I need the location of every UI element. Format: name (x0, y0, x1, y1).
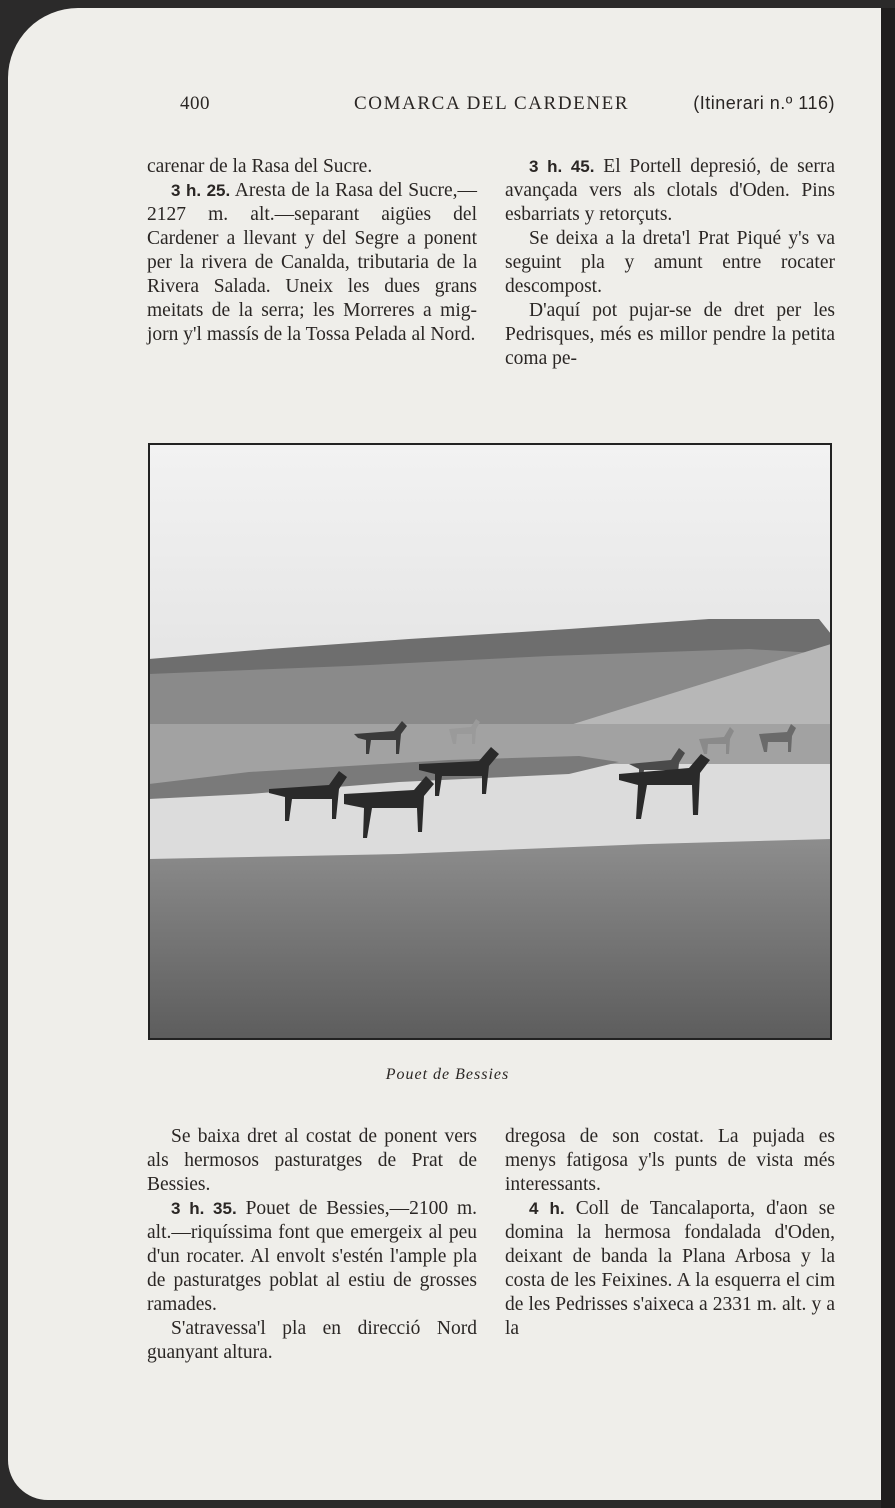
paragraph-text: Pouet de Bessies,—2100 m. alt.—riquíssima font que emergeix al peu d'un rocater. Al envolt s'estén l'ample pla de pasturatges poblat al estiu de grosses ramades. (147, 1198, 478, 1315)
time-marker: 3 h. 45. (529, 157, 595, 176)
page-edge (881, 8, 895, 1508)
running-header (180, 93, 835, 123)
paragraph (505, 155, 835, 227)
column-bottom-right (505, 1125, 835, 1341)
figure-caption: Pouet de Bessies (385, 1066, 510, 1083)
paragraph: dregosa de son costat. La pujada es menys fatigosa y'ls punts de vista més interessants. (505, 1126, 835, 1195)
chapter-title: COMARCA DEL CARDENER (354, 93, 630, 114)
itinerary-reference: (Itinerari n.º 116) (693, 93, 835, 113)
paragraph: Se deixa a la dreta'l Prat Piqué y's va seguint pla y amunt entre rocater descompost. (505, 228, 835, 297)
paragraph (147, 179, 477, 347)
paragraph-text: Coll de Tancalaporta, d'aon se domina la hermosa fondalada d'Oden, deixant de banda la Plana Arbosa y la costa de les Feixines. A la esquerra el cim de les Pedrisses s'aixeca a 2331 m. alt. y a la (505, 1198, 835, 1339)
paragraph-text: El Portell depresió, de serra avançada vers als clotals d'Oden. Pins esbarriats y retorçuts. (505, 156, 835, 225)
photograph-horses-at-spring (148, 443, 832, 1040)
column-top-right (505, 155, 835, 371)
paragraph-text: Aresta de la Rasa del Sucre,—2127 m. alt.—separant aigües del Cardener a llevant y del Segre a ponent per la rivera de Canalda, tributaria de la Rivera Salada. Uneix les dues grans meitats de la serra; les Morreres a mig-jorn y'l massís de la Tossa Pelada al Nord. (147, 180, 477, 345)
paragraph: Se baixa dret al costat de ponent vers als hermosos pasturatges de Prat de Bessies. (147, 1126, 477, 1195)
column-bottom-left (147, 1125, 477, 1365)
time-marker: 4 h. (529, 1199, 565, 1218)
paragraph (505, 1197, 835, 1341)
time-marker: 3 h. 25. (171, 181, 231, 200)
page-number: 400 (180, 93, 210, 114)
paragraph (147, 1197, 477, 1317)
paragraph: S'atravessa'l pla en direcció Nord guanyant altura. (147, 1318, 477, 1363)
paragraph: carenar de la Rasa del Sucre. (147, 156, 373, 177)
paragraph: D'aquí pot pujar-se de dret per les Pedrisques, més es millor pendre la petita coma pe- (505, 300, 835, 369)
time-marker: 3 h. 35. (171, 1199, 237, 1218)
column-top-left (147, 155, 477, 347)
